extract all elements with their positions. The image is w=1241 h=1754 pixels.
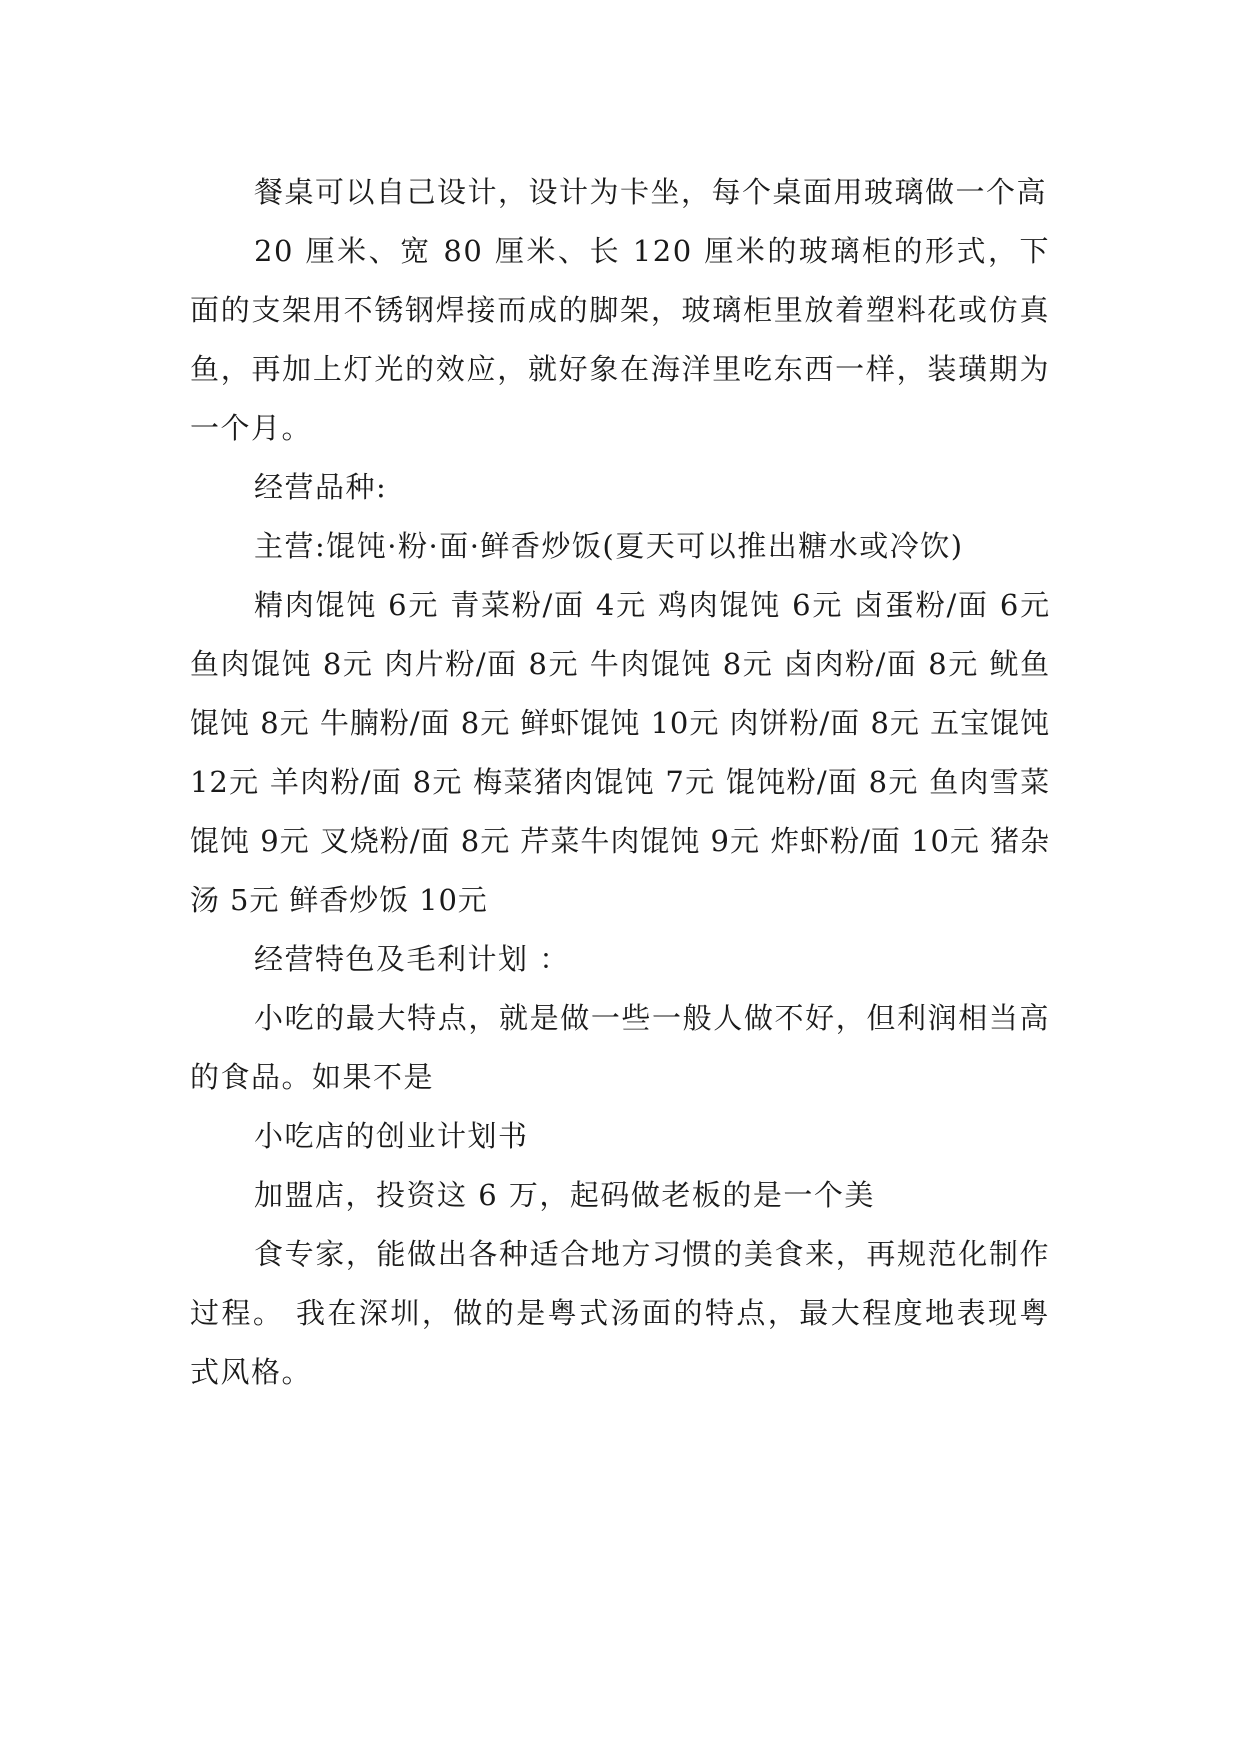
paragraph-snack-features: 小吃的最大特点，就是做一些一般人做不好，但利润相当高的食品。如果不是 xyxy=(190,1001,1050,1094)
paragraph-food-expert: 食专家，能做出各种适合地方习惯的美食来，再规范化制作过程。 我在深圳，做的是粤式汤面的特点，最大程度地表现粤式风格。 xyxy=(190,1237,1050,1389)
paragraph-table-design: 餐桌可以自己设计，设计为卡坐，每个桌面用玻璃做一个高 xyxy=(254,175,1048,209)
paragraph-features-heading: 经营特色及毛利计划 ： xyxy=(254,942,570,976)
document-body xyxy=(190,163,1050,1402)
paragraph-franchise: 加盟店，投资这 6 万，起码做老板的是一个美 xyxy=(254,1178,875,1212)
paragraph-business-items-heading: 经营品种: xyxy=(254,470,388,504)
paragraph-glass-cabinet: 20 厘米、宽 80 厘米、长 120 厘米的玻璃柜的形式，下面的支架用不锈钢焊接而成的脚架，玻璃柜里放着塑料花或仿真鱼，再加上灯光的效应，就好象在海洋里吃东西一样，装璜期为一个月。 xyxy=(190,234,1050,445)
paragraph-main-products: 主营:馄饨·粉·面·鲜香炒饭(夏天可以推出糖水或冷饮) xyxy=(254,529,964,563)
paragraph-plan-title: 小吃店的创业计划书 xyxy=(254,1119,529,1153)
paragraph-menu-prices: 精肉馄饨 6元 青菜粉/面 4元 鸡肉馄饨 6元 卤蛋粉/面 6元 鱼肉馄饨 8元 肉片粉/面 8元 牛肉馄饨 8元 卤肉粉/面 8元 鱿鱼馄饨 8元 牛腩粉/面 8元 鲜虾馄饨 10元 肉饼粉/面 8元 五宝馄饨 12元 羊肉粉/面 8元 梅菜猪肉馄饨 7元 馄饨粉/面 8元 鱼肉雪菜馄饨 9元 叉烧粉/面 8元 芹菜牛肉馄饨 9元 炸虾粉/面 10元 猪杂汤 5元 鲜香炒饭 10元 xyxy=(190,588,1050,917)
